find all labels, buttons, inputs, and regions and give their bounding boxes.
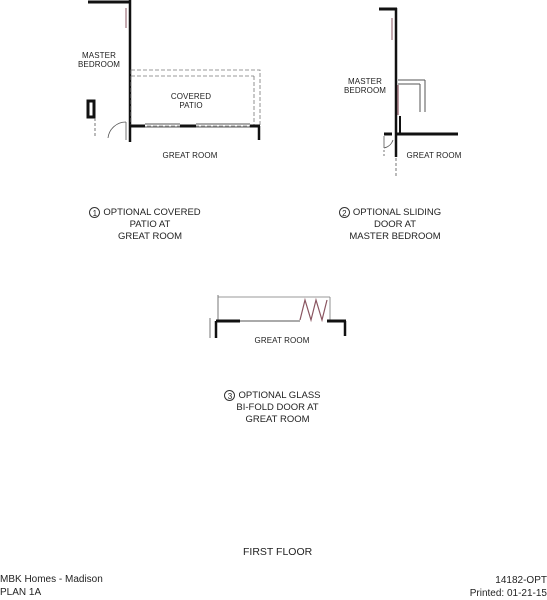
option1-great-room-label: GREAT ROOM — [162, 151, 218, 160]
option3-great-room-label: GREAT ROOM — [254, 336, 310, 345]
option1-door-swing — [108, 122, 126, 138]
option2-great-room-label: GREAT ROOM — [406, 151, 462, 160]
option3-plan — [210, 295, 346, 338]
footer-printed: Printed: 01-21-15 — [469, 588, 547, 599]
option1-caption: 1 OPTIONAL COVERED PATIO AT GREAT ROOM — [80, 207, 210, 243]
option2-number-badge: 2 — [339, 207, 350, 218]
option3-caption: 3 OPTIONAL GLASS BI-FOLD DOOR AT GREAT ROOM — [215, 390, 330, 426]
option1-closet-wall — [88, 101, 94, 117]
option2-master-bedroom-label: MASTER BEDROOM — [344, 77, 387, 95]
option2-caption: 2 OPTIONAL SLIDING DOOR AT MASTER BEDROOM — [330, 207, 450, 243]
footer-plan: PLAN 1A — [0, 587, 42, 598]
option1-plan — [88, 0, 260, 142]
footer-builder: MBK Homes - Madison — [0, 574, 103, 585]
bifold-door-panels — [300, 300, 327, 320]
option2-door-swing — [384, 140, 393, 148]
footer-code: 14182-OPT — [495, 575, 547, 586]
option3-number-badge: 3 — [224, 390, 235, 401]
floor-label: FIRST FLOOR — [243, 546, 313, 558]
option1-master-bedroom-label: MASTER BEDROOM — [78, 51, 121, 69]
option1-number-badge: 1 — [89, 207, 100, 218]
covered-patio-label: COVERED PATIO — [170, 92, 212, 110]
